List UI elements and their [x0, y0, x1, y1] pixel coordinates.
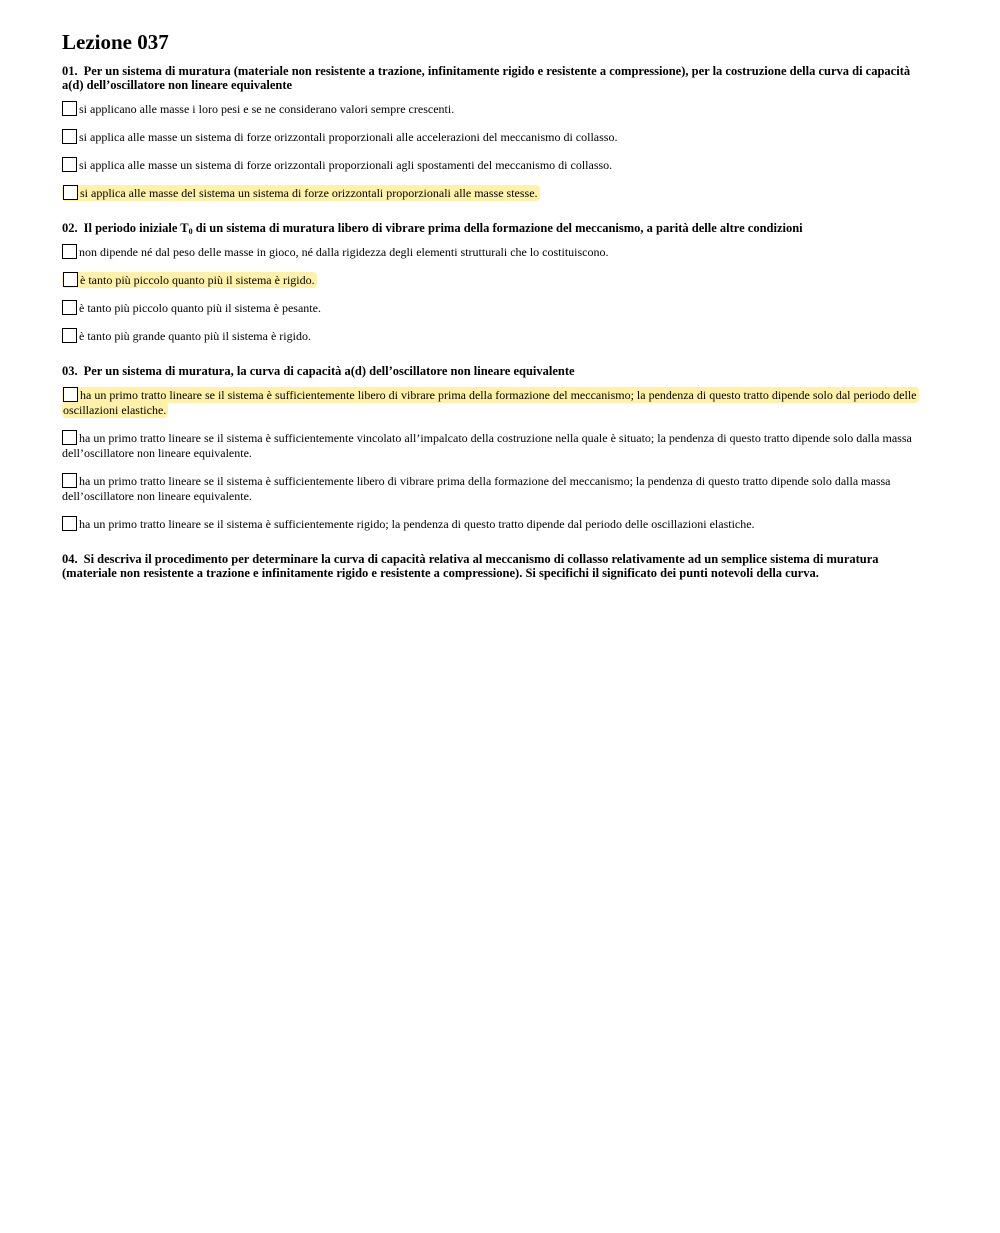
question-02-option-1[interactable]	[62, 244, 930, 260]
checkbox-icon[interactable]	[62, 101, 77, 116]
answer-highlight	[62, 185, 540, 201]
question-03-option-3[interactable]	[62, 473, 930, 504]
question-03-option-1[interactable]	[62, 387, 930, 418]
question-03-option-4[interactable]	[62, 516, 930, 532]
question-02	[62, 221, 930, 344]
option-text: è tanto più piccolo quanto più il sistema è rigido.	[80, 273, 315, 287]
question-number: 04.	[62, 552, 78, 566]
page-title: Lezione 037	[62, 30, 169, 54]
checkbox-icon[interactable]	[62, 157, 77, 172]
question-text: Il periodo iniziale T	[83, 221, 189, 235]
checkbox-icon[interactable]	[63, 387, 78, 402]
question-03	[62, 364, 930, 532]
option-text: non dipende né dal peso delle masse in gioco, né dalla rigidezza degli elementi strutturali che lo costituiscono.	[79, 245, 609, 259]
question-04	[62, 552, 930, 580]
question-number: 03.	[62, 364, 78, 378]
checkbox-icon[interactable]	[63, 272, 78, 287]
question-03-option-2[interactable]	[62, 430, 930, 461]
question-03-title	[62, 364, 930, 378]
question-number: 01.	[62, 64, 78, 78]
option-text: si applica alle masse un sistema di forze orizzontali proporzionali agli spostamenti del meccanismo di collasso.	[79, 158, 613, 172]
question-02-option-4[interactable]	[62, 328, 930, 344]
option-text: è tanto più piccolo quanto più il sistema è pesante.	[79, 301, 321, 315]
question-01-option-1[interactable]	[62, 101, 930, 117]
question-01-option-2[interactable]	[62, 129, 930, 145]
question-text: Per un sistema di muratura (materiale non resistente a trazione, infinitamente rigido e resistente a compressione), per la costruzione della curva di capacità a(d) dell’oscillatore non lineare equivalente	[62, 64, 911, 92]
checkbox-icon[interactable]	[62, 473, 77, 488]
checkbox-icon[interactable]	[62, 516, 77, 531]
question-01-title	[62, 64, 930, 92]
option-text: si applica alle masse del sistema un sistema di forze orizzontali proporzionali alle masse stesse.	[80, 186, 538, 200]
checkbox-icon[interactable]	[62, 129, 77, 144]
checkbox-icon[interactable]	[63, 185, 78, 200]
checkbox-icon[interactable]	[62, 430, 77, 445]
question-02-title	[62, 221, 930, 235]
question-01-option-3[interactable]	[62, 157, 930, 173]
subscript: 0	[188, 227, 193, 236]
option-text: ha un primo tratto lineare se il sistema è sufficientemente vincolato all’impalcato della costruzione nella quale è situato; la pendenza di questo tratto dipende solo dalla massa dell’oscillatore non lineare equivalente.	[62, 431, 912, 460]
question-text: Si descriva il procedimento per determinare la curva di capacità relativa al meccanismo di collasso relativamente ad un semplice sistema di muratura (materiale non resistente a trazione e infinitamente rigido e resistente a compressione). Si specifichi il significato dei punti notevoli della curva.	[62, 552, 879, 580]
option-text: ha un primo tratto lineare se il sistema è sufficientemente libero di vibrare prima della formazione del meccanismo; la pendenza di questo tratto dipende solo dalla massa dell’oscillatore non lineare equivalente.	[62, 474, 891, 503]
option-text: si applica alle masse un sistema di forze orizzontali proporzionali alle accelerazioni del meccanismo di collasso.	[79, 130, 618, 144]
option-text: ha un primo tratto lineare se il sistema è sufficientemente libero di vibrare prima della formazione del meccanismo; la pendenza di questo tratto dipende solo dal periodo delle oscillazioni elastiche.	[63, 388, 917, 417]
question-text-continued: di un sistema di muratura libero di vibrare prima della formazione del meccanismo, a parità delle altre condizioni	[192, 221, 803, 235]
checkbox-icon[interactable]	[62, 244, 77, 259]
question-text: Per un sistema di muratura, la curva di capacità a(d) dell’oscillatore non lineare equivalente	[83, 364, 575, 378]
answer-highlight	[62, 387, 919, 418]
question-01	[62, 64, 930, 201]
option-text: è tanto più grande quanto più il sistema è rigido.	[79, 329, 311, 343]
option-text: si applicano alle masse i loro pesi e se ne considerano valori sempre crescenti.	[79, 102, 455, 116]
question-01-option-4[interactable]	[62, 185, 930, 201]
question-02-option-3[interactable]	[62, 300, 930, 316]
document-page	[62, 30, 930, 600]
question-04-title	[62, 552, 930, 580]
question-02-option-2[interactable]	[62, 272, 930, 288]
answer-highlight	[62, 272, 317, 288]
option-text: ha un primo tratto lineare se il sistema è sufficientemente rigido; la pendenza di questo tratto dipende dal periodo delle oscillazioni elastiche.	[79, 517, 755, 531]
question-number: 02.	[62, 221, 78, 235]
checkbox-icon[interactable]	[62, 300, 77, 315]
checkbox-icon[interactable]	[62, 328, 77, 343]
